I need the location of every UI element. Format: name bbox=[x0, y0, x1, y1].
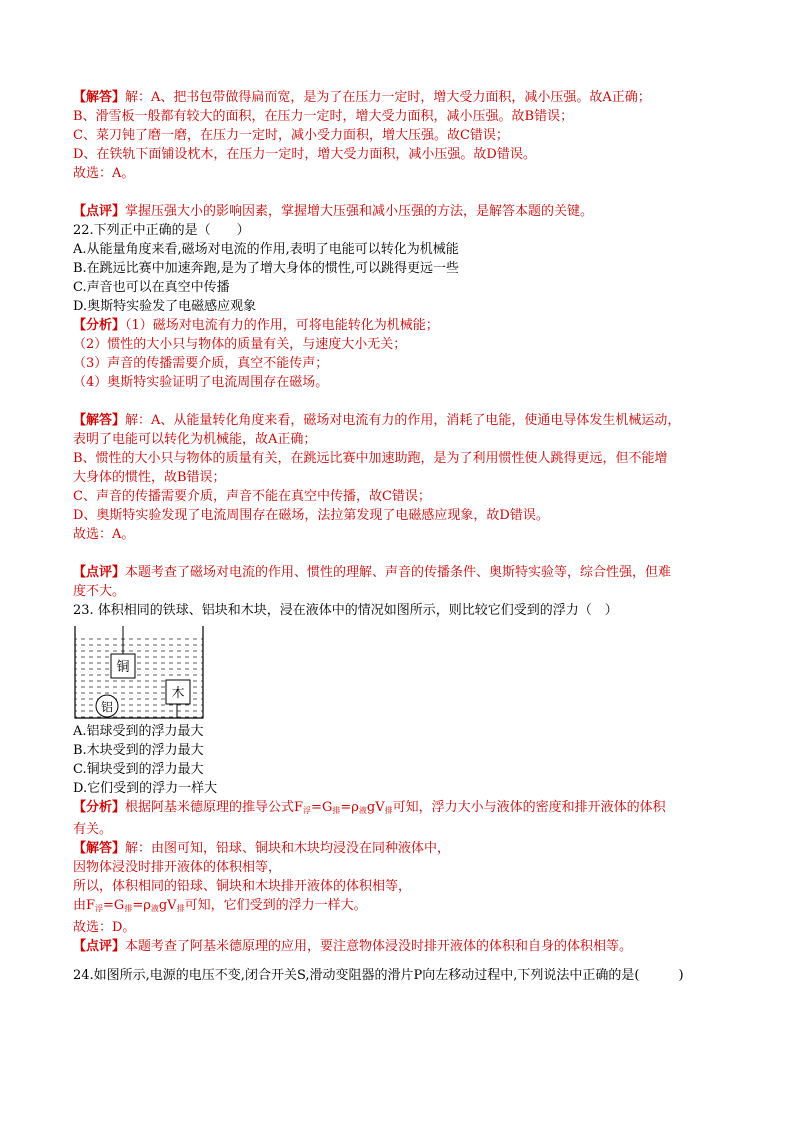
answer-line: 【解答】解：由图可知，铅球、铜块和木块均浸没在同种液体中， bbox=[73, 841, 451, 856]
answer-line: D、在铁轨下面铺设枕木，在压力一定时，增大受力面积，减小压强。故D错误。 bbox=[73, 147, 536, 162]
aluminum-label: 铝 bbox=[100, 700, 114, 714]
comment-tag: 【点评】 bbox=[73, 565, 126, 580]
answer-line: D、奥斯特实验发现了电流周围存在磁场，法拉第发现了电磁感应现象，故D错误。 bbox=[73, 508, 549, 523]
option-c: C.声音也可以在真空中传播 bbox=[73, 280, 230, 295]
answer-line: B、惯性的大小只与物体的质量有关，在跳远比赛中加速助跑，是为了利用惯性使人跳得更远，但不能增 bbox=[73, 451, 668, 466]
document-page bbox=[73, 88, 763, 985]
comment-line: 【点评】本题考查了阿基米德原理的应用，要注意物体浸没时排开液体的体积和自身的体积相等。 bbox=[73, 939, 633, 954]
comment-tag: 【点评】 bbox=[73, 204, 126, 219]
answer-line: 大身体的惯性，故B错误； bbox=[73, 470, 226, 485]
answer-line: 故选：A。 bbox=[73, 166, 135, 181]
option-d: D.它们受到的浮力一样大 bbox=[73, 781, 218, 796]
option-c: C.铜块受到的浮力最大 bbox=[73, 762, 204, 777]
answer-line: 【解答】解：A、把书包带做得扁而宽，是为了在压力一定时，增大受力面积，减小压强。故A正确； bbox=[73, 90, 651, 105]
answer-line: 因物体浸没时排开液体的体积相等， bbox=[73, 860, 282, 875]
liquid bbox=[75, 636, 203, 718]
option-a: A.从能量角度来看,磁场对电流的作用,表明了电能可以转化为机械能 bbox=[73, 242, 459, 257]
analysis-line: （2）惯性的大小只与物体的质量有关，与速度大小无关； bbox=[73, 337, 407, 352]
question-stem: 23. 体积相同的铁球、铝块和木块，浸在液体中的情况如图所示，则比较它们受到的浮力（ ） bbox=[73, 603, 618, 618]
answer-line: 故选：A。 bbox=[73, 527, 135, 542]
analysis-tag: 【分析】 bbox=[73, 318, 126, 333]
analysis-tag: 【分析】 bbox=[73, 800, 126, 815]
analysis-line: 有关。 bbox=[73, 822, 113, 837]
answer-tag: 【解答】 bbox=[73, 841, 126, 856]
option-b: B.在跳远比赛中加速奔跑,是为了增大身体的惯性,可以跳得更远一些 bbox=[73, 261, 459, 276]
copper-label: 铜 bbox=[116, 660, 130, 675]
analysis-line: （4）奥斯特实验证明了电流周围存在磁场。 bbox=[73, 375, 329, 390]
answer-tag: 【解答】 bbox=[73, 413, 126, 428]
option-a: A.铝球受到的浮力最大 bbox=[73, 724, 204, 739]
analysis-line: 【分析】（1）磁场对电流有力的作用，可将电能转化为机械能； bbox=[73, 318, 439, 333]
answer-line: 表明了电能可以转化为机械能，故A正确； bbox=[73, 432, 317, 447]
answer-line: C、声音的传播需要介质，声音不能在真空中传播，故C错误； bbox=[73, 489, 431, 504]
analysis-line: （3）声音的传播需要介质，真空不能传声； bbox=[73, 356, 329, 371]
analysis-line: 【分析】根据阿基米德原理的推导公式$F_浮=G_排=\rho_液gV_排$可知，浮力大小与液体的密度和排开液体的体积 bbox=[73, 800, 666, 815]
answer-line: C、菜刀钝了磨一磨，在压力一定时，减小受力面积，增大压强。故C错误； bbox=[73, 128, 509, 143]
answer-line: B、滑雪板一般都有较大的面积，在压力一定时，增大受力面积，减小压强。故B错误； bbox=[73, 109, 574, 124]
option-b: B.木块受到的浮力最大 bbox=[73, 743, 204, 758]
buoyancy-diagram bbox=[73, 624, 205, 720]
comment-line: 度不大。 bbox=[73, 584, 126, 599]
answer-line: 【解答】解：A、从能量转化角度来看，磁场对电流有力的作用，消耗了电能，使通电导体发生机械运动， bbox=[73, 413, 681, 428]
answer-tag: 【解答】 bbox=[73, 90, 126, 105]
comment-tag: 【点评】 bbox=[73, 939, 126, 954]
buoyancy-figure bbox=[73, 624, 205, 720]
answer-line: 所以，体积相同的铅球、铜块和木块排开液体的体积相等， bbox=[73, 879, 412, 894]
answer-line: 故选：D。 bbox=[73, 920, 136, 935]
wood-label: 木 bbox=[171, 686, 185, 701]
question-stem: 24.如图所示,电源的电压不变,闭合开关S,滑动变阻器的滑片P向左移动过程中,下列说法中正确的是( ) bbox=[73, 968, 684, 983]
comment-line: 【点评】本题考查了磁场对电流的作用、惯性的理解、声音的传播条件、奥斯特实验等，综合性强，但难 bbox=[73, 565, 672, 580]
option-d: D.奥斯特实验发了电磁感应观象 bbox=[73, 299, 257, 314]
answer-line: 由$F_浮=G_排=\rho_液gV_排$可知，它们受到的浮力一样大。 bbox=[73, 898, 367, 913]
comment-line: 【点评】掌握压强大小的影响因素，掌握增大压强和减小压强的方法，是解答本题的关键。 bbox=[73, 204, 594, 219]
question-stem: 22.下列正中正确的是（ ） bbox=[73, 223, 250, 238]
